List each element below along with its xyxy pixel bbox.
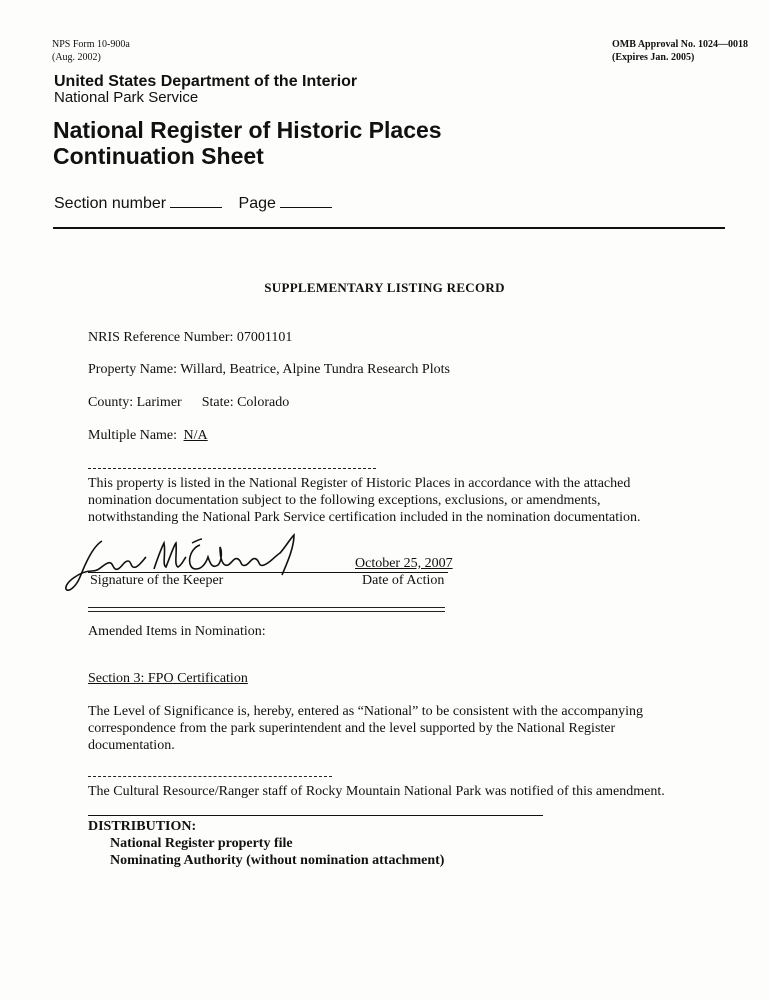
page-label: Page [238,195,276,212]
double-divider [88,607,445,612]
multiple-name-line [88,428,208,444]
form-number-block [52,38,130,64]
listing-statement: This property is listed in the National Register of Historic Places in accordance with the attached nomination documentation subject to the following exceptions, exclusions, or amendments, notwithstanding the National Park Service certification included in the nomination documentation. [88,476,641,525]
multiple-name-label: Multiple Name: [88,428,178,443]
distribution-divider [88,815,543,816]
dashed-divider-2 [88,776,332,777]
page-number-blank [280,197,332,208]
action-date-label: Date of Action [362,573,445,588]
form-date: (Aug. 2002) [52,52,101,63]
amendment-body: The Level of Significance is, hereby, entered as “National” to be consistent with the accompanying correspondence from the park superintendent and the level supported by the National Register documentation. [88,704,644,753]
header-divider [53,227,725,229]
agency-name: National Park Service [54,89,199,106]
amended-section-title: Section 3: FPO Certification [88,671,248,686]
county: County: Larimer [88,395,182,410]
dashed-divider-1 [88,468,376,469]
department-name: United States Department of the Interior [54,73,358,90]
amended-items-heading: Amended Items in Nomination: [88,624,266,639]
distribution-item: Nominating Authority (without nomination attachment) [110,853,445,868]
omb-approval: OMB Approval No. 1024—0018 [612,39,748,50]
section-page-line [54,195,338,213]
nris-reference: NRIS Reference Number: 07001101 [88,330,293,345]
state: State: Colorado [201,395,290,410]
section-number-label: Section number [54,195,167,212]
form-number: NPS Form 10-900a [52,39,130,50]
omb-expires: (Expires Jan. 2005) [612,52,695,63]
distribution-item: National Register property file [110,836,293,851]
multiple-name-value: N/A [183,428,208,443]
section-number-blank [170,197,222,208]
distribution-heading: DISTRIBUTION: [88,819,197,834]
county-state-line [88,395,289,411]
property-name: Property Name: Willard, Beatrice, Alpine Tundra Research Plots [88,362,450,377]
signature-label: Signature of the Keeper [90,573,224,588]
page-title: National Register of Historic Places [53,117,442,143]
page-subtitle: Continuation Sheet [53,143,264,169]
keeper-signature [62,527,312,602]
notification-text: The Cultural Resource/Ranger staff of Rocky Mountain National Park was notified of this amendment. [88,784,665,799]
record-heading: SUPPLEMENTARY LISTING RECORD [264,280,505,295]
action-date: October 25, 2007 [355,556,453,571]
omb-block [612,38,748,64]
